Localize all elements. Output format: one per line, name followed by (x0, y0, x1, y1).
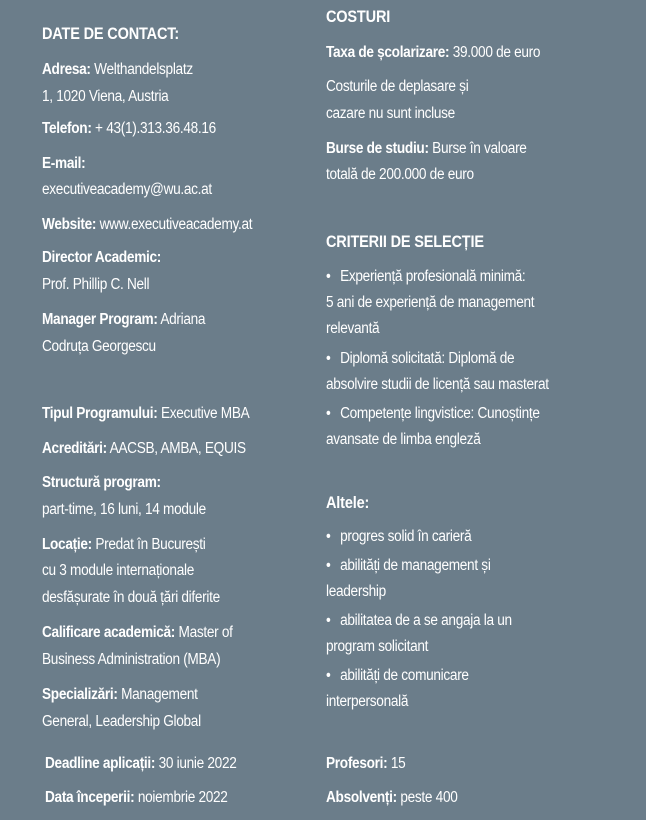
costs-heading: COSTURI (326, 8, 391, 26)
address-value: Welthandelsplatz (90, 61, 193, 78)
criteria-item-diploma: • Diplomă solicitată: Diplomă de (326, 346, 590, 372)
start-label: Data începerii: (45, 789, 135, 806)
start-line (45, 785, 287, 811)
professors-value: 15 (387, 755, 406, 772)
specializations-line-2: General, Leadership Global (42, 713, 201, 730)
deadline-label: Deadline aplicații: (45, 755, 156, 772)
scholarship-value: Burse în valoare (428, 140, 527, 157)
tuition-value: 39.000 de euro (449, 44, 541, 61)
scholarship-line-1 (326, 136, 590, 162)
tuition-line (326, 40, 590, 66)
structure-label: Structură program: (42, 474, 161, 491)
specializations-value: Management (117, 686, 198, 703)
manager-line-2: Codruța Georgescu (42, 338, 156, 355)
criteria-item-experience: • Experiență profesională minimă: (326, 264, 590, 290)
alumni-value: peste 400 (396, 789, 458, 806)
other-heading: Altele: (326, 494, 370, 512)
accreditation-value: AACSB, AMBA, EQUIS (106, 440, 246, 457)
scholarship-line-2: totală de 200.000 de euro (326, 166, 474, 183)
other-item-communication-line-2: interpersonală (326, 693, 409, 710)
address-line-2: 1, 1020 Viena, Austria (42, 88, 169, 105)
travel-note-line-2: cazare nu sunt incluse (326, 105, 455, 122)
qualification-value: Master of (175, 624, 233, 641)
alumni-line (326, 785, 590, 811)
structure-value: part-time, 16 luni, 14 module (42, 501, 206, 518)
program-type-value: Executive MBA (157, 405, 250, 422)
director-label: Director Academic: (42, 249, 162, 266)
email-label: E-mail: (42, 155, 86, 172)
accreditation-label: Acreditări: (42, 440, 107, 457)
location-line-3: desfășurate în două țări diferite (42, 589, 220, 606)
address-label: Adresa: (42, 61, 91, 78)
start-value: noiembrie 2022 (134, 789, 228, 806)
deadline-line (45, 751, 287, 777)
location-label: Locație: (42, 536, 92, 553)
alumni-label: Absolvenți: (326, 789, 397, 806)
scholarship-label: Burse de studiu: (326, 140, 429, 157)
phone-label: Telefon: (42, 120, 92, 137)
website-label: Website: (42, 216, 97, 233)
other-item-commitment-line-2: program solicitant (326, 638, 429, 655)
phone-line (42, 116, 284, 142)
professors-line (326, 751, 590, 777)
other-item-management-line-2: leadership (326, 583, 386, 600)
location-value: Predat în București (91, 536, 206, 553)
criteria-heading: CRITERII DE SELECȚIE (326, 233, 484, 251)
manager-value: Adriana (157, 311, 206, 328)
tuition-label: Taxa de școlarizare: (326, 44, 450, 61)
address-line-1 (42, 57, 284, 83)
website-line (42, 212, 284, 238)
travel-note-line-1: Costurile de deplasare și (326, 78, 469, 95)
professors-label: Profesori: (326, 755, 388, 772)
criteria-item-diploma-line-2: absolvire studii de licență sau masterat (326, 376, 549, 393)
website-value[interactable]: www.executiveacademy.at (96, 216, 253, 233)
contact-heading: DATE DE CONTACT: (42, 25, 180, 43)
program-type-line (42, 401, 284, 427)
qualification-label: Calificare academică: (42, 624, 176, 641)
other-item-career: • progres solid în carieră (326, 524, 590, 550)
email-value[interactable]: executiveacademy@wu.ac.at (42, 181, 212, 198)
criteria-item-language-line-2: avansate de limba engleză (326, 431, 481, 448)
specializations-line-1 (42, 682, 284, 708)
manager-label: Manager Program: (42, 311, 158, 328)
other-item-management: • abilități de management și (326, 553, 590, 579)
other-item-communication: • abilități de comunicare (326, 663, 590, 689)
qualification-line-2: Business Administration (MBA) (42, 651, 221, 668)
accreditation-line (42, 436, 284, 462)
criteria-item-experience-line-2: 5 ani de experiență de management (326, 294, 535, 311)
director-value: Prof. Phillip C. Nell (42, 276, 150, 293)
location-line-2: cu 3 module internaționale (42, 562, 194, 579)
manager-line-1 (42, 307, 284, 333)
criteria-item-experience-line-3: relevantă (326, 320, 380, 337)
criteria-item-language: • Competențe lingvistice: Cunoștințe (326, 401, 590, 427)
location-line-1 (42, 532, 284, 558)
program-type-label: Tipul Programului: (42, 405, 158, 422)
deadline-value: 30 iunie 2022 (155, 755, 237, 772)
other-item-commitment: • abilitatea de a se angaja la un (326, 608, 590, 634)
specializations-label: Specializări: (42, 686, 118, 703)
qualification-line-1 (42, 620, 284, 646)
phone-value: + 43(1).313.36.48.16 (91, 120, 216, 137)
